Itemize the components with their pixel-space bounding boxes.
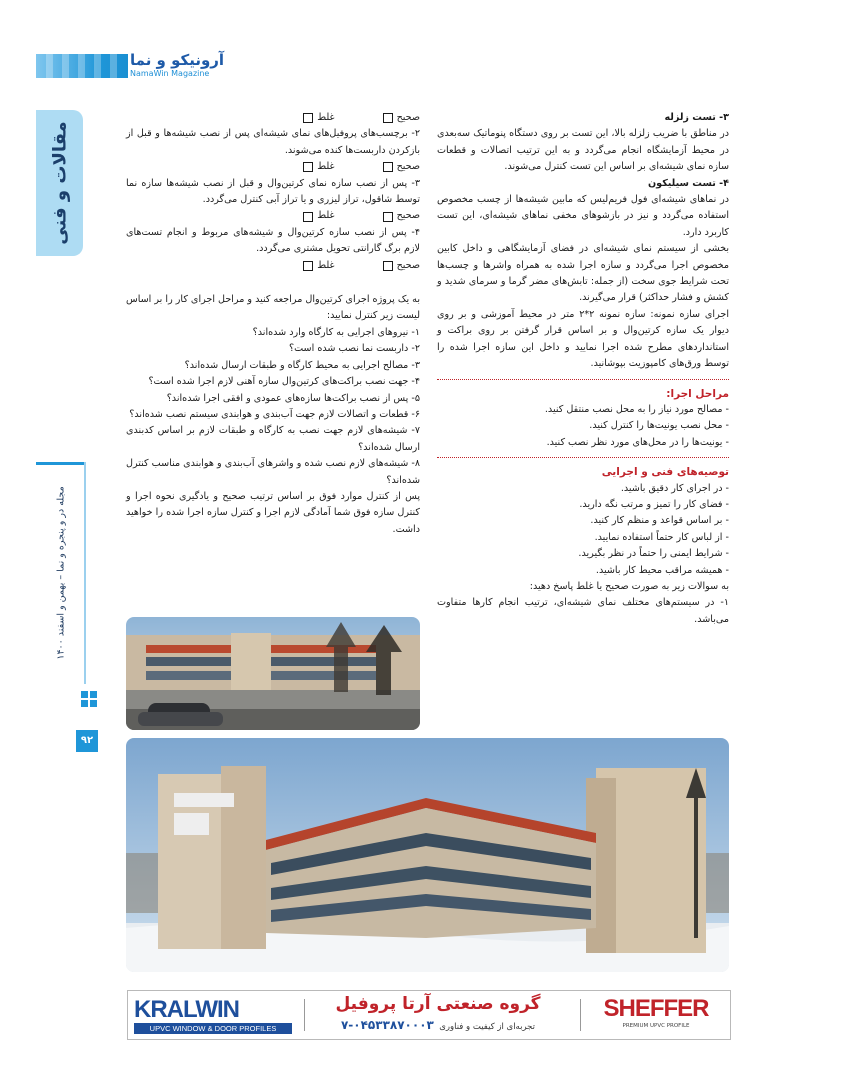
company-phone: ۰۴۵۳۳۸۷۰۰۰۳-۷ [340, 1018, 434, 1032]
label-true: صحیح [396, 210, 420, 222]
question-1: ۱- در سیستم‌های مختلف نمای شیشه‌ای، ترتیب انجام کارها متفاوت می‌باشد. [437, 597, 729, 625]
page-number: ۹۲ [76, 730, 98, 752]
checklist-item: ۲- داربست نما نصب شده است؟ [289, 343, 420, 355]
magazine-logo [130, 52, 240, 82]
label-true: صحیح [396, 112, 420, 123]
question-3: ۳- پس از نصب سازه نمای کرتین‌وال و قبل از نصب شیشه‌ها سازه نما توسط شاقول، تراز لیزری و یا تراز آبی کنترل می‌گردد. [126, 177, 420, 206]
right-column [437, 110, 729, 628]
section-tab [36, 110, 83, 256]
sheffer-logo [596, 995, 716, 1035]
magazine-issue-info: مجله در و پنجره و نما – بهمن و اسفند ۱۴۰۰ [55, 486, 67, 660]
label-false: غلط [317, 161, 335, 173]
window-icon [78, 688, 100, 710]
paragraph-silicone-1: در نماهای شیشه‌ای فول فریم‌لیس که مابین شیشه‌ها از چسب مخصوص استفاده می‌گردد و نیز در بازشوهای مخفی نماهای شیشه‌ای، این تست کاربرد دارد. [437, 194, 729, 238]
checkbox-false[interactable] [303, 162, 313, 172]
heading-silicone-test: ۴- تست سیلیکون [647, 177, 729, 189]
section-divider [437, 457, 729, 458]
banner-divider [580, 999, 581, 1031]
list-item: - همیشه مراقب محیط کار باشید. [595, 564, 729, 576]
checkbox-true[interactable] [383, 212, 393, 222]
company-slogan: تجربه‌ای از کیفیت و فناوری [439, 1022, 536, 1032]
section-title: مقالات و فنی [49, 121, 70, 245]
kralwin-tagline: UPVC WINDOW & DOOR PROFILES [134, 1023, 292, 1034]
list-item: - از لباس کار حتماً استفاده نمایید. [594, 531, 729, 543]
questions-intro: به سوالات زیر به صورت صحیح یا غلط پاسخ دهید: [529, 580, 729, 592]
company-name: گروه صنعتی آرتا پروفیل [335, 994, 541, 1014]
question-4: ۴- پس از نصب سازه کرتین‌وال و شیشه‌های مربوط و انجام تست‌های لازم برگ گارانتی تحویل مشتری می‌گردد. [126, 226, 420, 255]
label-true: صحیح [396, 161, 420, 173]
checkbox-false[interactable] [303, 261, 313, 271]
label-true: صحیح [396, 259, 420, 271]
checkbox-true[interactable] [383, 261, 393, 271]
section-divider [437, 379, 729, 380]
list-item: - فضای کار را تمیز و مرتب نگه دارید. [579, 498, 729, 510]
checklist-item: ۵- پس از نصب براکت‌ها سازه‌های عمودی و افقی اجرا شده‌اند؟ [166, 392, 420, 404]
sheffer-tagline: PREMIUM UPVC PROFILE [622, 1023, 690, 1029]
checklist-item: ۶- قطعات و اتصالات لازم جهت آب‌بندی و هوابندی سیستم نصب شده‌اند؟ [129, 408, 420, 420]
answer-row [126, 110, 420, 126]
checkbox-false[interactable] [303, 212, 313, 222]
checkbox-true[interactable] [383, 162, 393, 172]
answer-row [126, 159, 420, 175]
paragraph-quake-test: در مناطق با ضریب زلزله بالا، این تست بر روی دستگاه پنوماتیک سه‌بعدی در محیط آزمایشگاه انجام می‌گردد و به این ترتیب اتصالات و قطعات سازه نمای شیشه‌ای بر اساس این تست کنترل می‌شوند. [437, 128, 729, 173]
arta-profile-block [313, 993, 563, 1037]
paragraph-silicone-2: بخشی از سیستم نمای شیشه‌ای در فضای آزمایشگاهی و داخل کابین مخصوص اجرا می‌گردد و سازه اجرا شده به همراه واشرها و چسب‌ها تحت شرایط جوی سخت (از جمله: تابش‌های مضر گرما و سرمای شدید و کشش و فشار حداکثر) قرار می‌گیرند. [437, 243, 729, 304]
banner-divider [304, 999, 305, 1031]
checkbox-false[interactable] [303, 113, 313, 123]
list-item: - یونیت‌ها را در محل‌های مورد نظر نصب کنید. [546, 436, 729, 448]
list-item: - شرایط ایمنی را حتماً در نظر بگیرید. [578, 548, 729, 560]
question-2: ۲- برچسب‌های پروفیل‌های نمای شیشه‌ای پس از نصب شیشه‌ها و قبل از بازکردن داربست‌ها کنده می‌شوند. [126, 128, 420, 156]
closing-paragraph: پس از کنترل موارد فوق بر اساس ترتیب صحیح و یادگیری نحوه اجرا و کنترل سازه فوق شما آمادگی لازم اجرا و کنترل سازه اجرا شده را خواهید داشت. [126, 490, 420, 535]
list-item: - مصالح مورد نیاز را به محل نصب منتقل کنید. [544, 403, 729, 415]
checklist-item: ۸- شیشه‌های لازم نصب شده و واشرهای آب‌بندی و هوابندی مناسب کنترل شده‌اند؟ [126, 458, 420, 486]
sidebar-vertical-line [84, 462, 86, 684]
checklist-item: ۱- نیروهای اجرایی به کارگاه وارد شده‌اند؟ [252, 326, 420, 338]
checklist-item: ۳- مصالح اجرایی به محیط کارگاه و طبقات ارسال شده‌اند؟ [184, 359, 420, 371]
label-false: غلط [317, 112, 335, 123]
label-false: غلط [317, 210, 335, 222]
header-color-bar [36, 54, 128, 78]
heading-quake-test: ۳- تست زلزله [664, 112, 729, 123]
kralwin-wordmark: KRALWIN [134, 996, 239, 1023]
sponsor-banner [127, 990, 731, 1040]
checklist-item: ۷- شیشه‌های لازم جهت نصب به کارگاه و طبقات لازم بر اساس کدبندی ارسال شده‌اند؟ [126, 425, 420, 453]
building-photo-small [126, 617, 420, 730]
list-item: - در اجرای کار دقیق باشید. [620, 482, 729, 494]
logo-persian: آرونیکو و نما [130, 51, 225, 69]
logo-english: NamaWin Magazine [130, 69, 210, 78]
heading-tips: توصیه‌های فنی و اجرایی [601, 466, 729, 479]
list-item: - محل نصب یونیت‌ها را کنترل کنید. [589, 420, 729, 432]
building-photo-large [126, 738, 729, 972]
kralwin-logo [134, 996, 292, 1034]
checklist-item: ۴- جهت نصب براکت‌های کرتین‌وال سازه آهنی لازم اجرا شده است؟ [148, 376, 420, 388]
heading-steps: مراحل اجرا: [666, 387, 729, 400]
checkbox-true[interactable] [383, 113, 393, 123]
checklist-intro: به یک پروژه اجرای کرتین‌وال مراجعه کنید و مراحل اجرای کار را بر اساس لیست زیر کنترل نمایید: [126, 294, 420, 322]
answer-row [126, 208, 420, 224]
sidebar-accent-line [36, 462, 86, 465]
paragraph-silicone-3: اجرای سازه نمونه: سازه نمونه ۲*۲ متر در محیط آموزشی و بر روی دیوار یک سازه کرتین‌وال و بر اساس قرار گرفتن بر روی براکت و استانداردهای مطرح شده اجرا نمایید و داخل این سازه اجرا شده را توسط ورق‌های کامپوزیت بپوشانید. [437, 308, 729, 370]
label-false: غلط [317, 259, 335, 271]
answer-row [126, 258, 420, 274]
left-column [126, 110, 420, 538]
company-slogan-line [313, 1015, 563, 1037]
sheffer-wordmark: SHEFFER [603, 995, 709, 1022]
list-item: - بر اساس قواعد و منظم کار کنید. [590, 515, 729, 527]
